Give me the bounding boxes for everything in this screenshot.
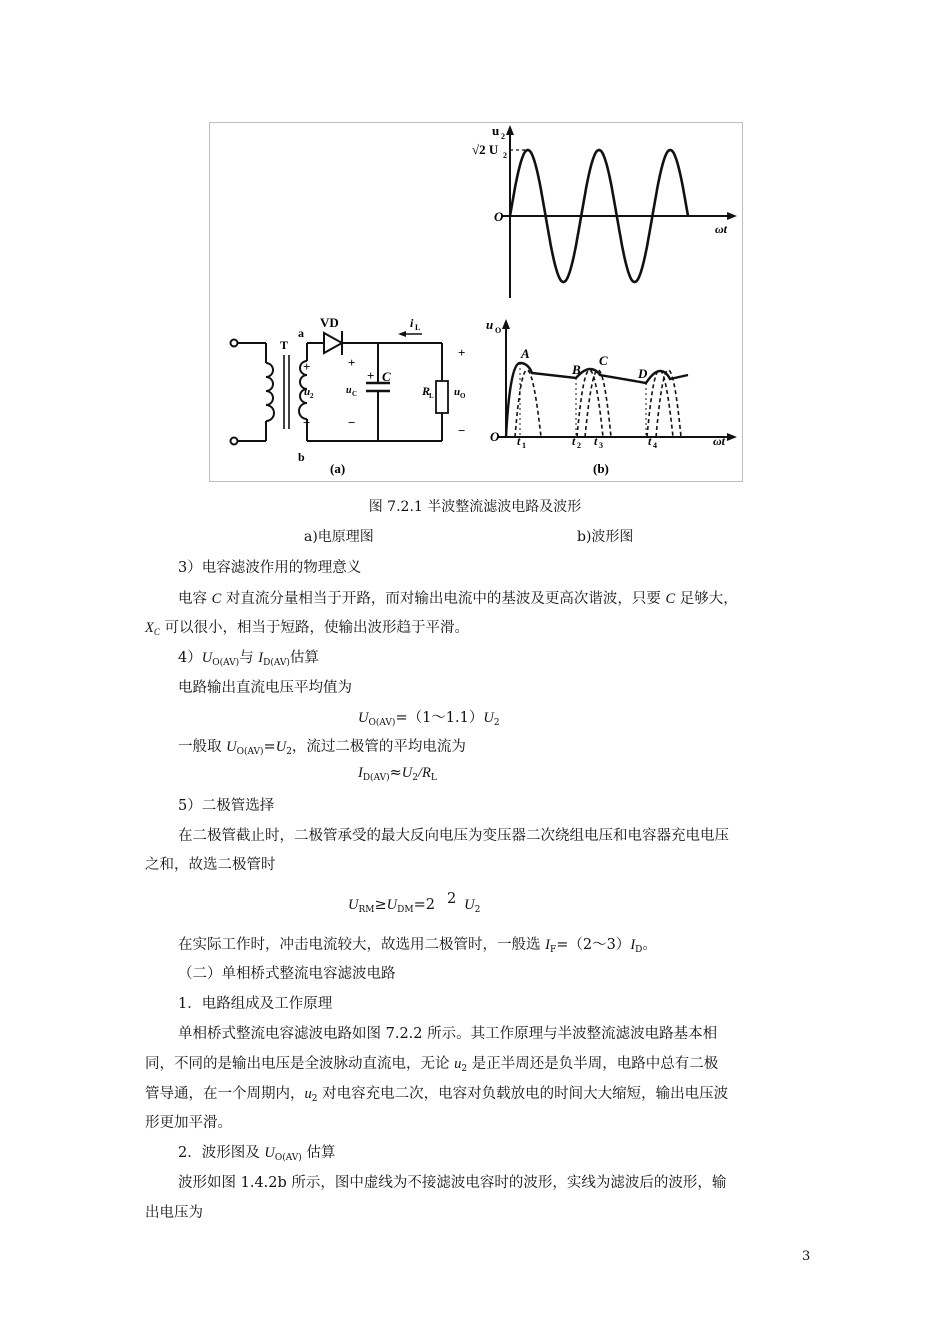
point-c-label: C [599,353,608,368]
node-a-label: a [298,326,304,340]
point-b-label: B [572,362,581,377]
section-2-subheading-1: 1．电路组成及工作原理 [178,996,333,1012]
t4-label: t [648,434,652,448]
node-b-label: b [298,450,305,464]
section-5-line-3: 在实际工作时，冲击电流较大，故选用二极管时，一般选 $I_F=(2\sim 3)I_D$。 [178,937,657,955]
section-3-paragraph-line-1: 电容 C 对直流分量相当于开路，而对输出电流中的基波及更高次谐波，只要 C 足够大， [178,591,738,607]
section-2-subheading-2: 2．波形图及 $U_{O(AV)}$ 估算 [178,1145,336,1163]
diode-vd-symbol [324,333,342,353]
point-a-label: A [521,346,530,361]
circuit-uo-label-sub: O [460,392,466,400]
transformer-t-label: T [280,338,289,352]
section-2-paragraph-line-6: 出电压为 [145,1205,203,1221]
input-terminal-top [231,340,238,347]
uo-waveform-plot [498,319,737,441]
vd-label: VD [320,315,339,330]
point-d-label: D [638,366,648,381]
primary-coil [266,363,274,421]
peak-label: √2 U [472,142,499,157]
subcaption-b: b)波形图 [577,529,634,545]
u2-minus-sign: − [303,415,311,430]
uo-wt-label: ωt [713,434,726,448]
u2-axis-label-sub: 2 [501,132,505,141]
circuit-uo-label: u [454,386,461,398]
t1-label-sub: 1 [522,441,526,450]
uo-origin-label: O [490,429,500,444]
uo-axis-label-sub: O [495,326,502,335]
equation-uo-av: $U_{O(AV)}=(1\sim 1.1)U_2$ [358,710,500,728]
uo-minus-sign: − [458,423,466,438]
t3-label: t [594,434,598,448]
section-3-paragraph-line-2: $X_C$ 可以很小，相当于短路，使输出波形趋于平滑。 [145,620,469,637]
capacitor-plus-sign: + [367,368,375,383]
t1-label: t [517,434,521,448]
figure-caption: 图 7.2.1 半波整流滤波电路及波形 [368,499,582,515]
section-2-paragraph-line-3: 管导通，在一个周期内，$u_2$ 对电容充电二次，电容对负载放电的时间大大缩短，输出电压波 [145,1086,729,1104]
uo-axis-label: u [486,317,494,332]
figure-7-2-1 [209,122,743,482]
circuit-uc-label: u [346,385,352,396]
uo-unfiltered-pulse-2 [577,370,603,437]
uo-unfiltered-pulse-4 [647,370,673,437]
equation-urm: $U_{RM}\ge U_{DM}=2$ 2 $U_2$ [348,891,481,915]
uo-plus-sign: + [458,345,466,360]
subcaption-a: a)电原理图 [304,529,374,545]
section-2-paragraph-line-4: 形更加平滑。 [145,1115,232,1131]
circuit-uc-label-sub: C [352,390,358,398]
u2-origin-label: O [494,209,504,224]
section-2-paragraph-line-5: 波形如图 1.4.2b 所示，图中虚线为不接滤波电容时的波形，实线为滤波后的波形，输 [178,1175,727,1191]
t2-label-sub: 2 [577,441,581,450]
figure-svg [210,123,742,481]
uo-unfiltered-pulse-3 [585,370,611,437]
uc-minus-sign: − [348,415,356,430]
input-terminal-bottom [231,438,238,445]
section-5-line-1: 在二极管截止时，二极管承受的最大反向电压为变压器二次绕组电压和电容器充电电压 [178,828,729,844]
half-wave-circuit [231,331,449,445]
circuit-u2-label-sub: 2 [310,392,314,400]
section-5-line-2: 之和，故选二极管时 [145,857,276,873]
page-number: 3 [802,1249,811,1264]
t3-label-sub: 3 [599,441,603,450]
section-3-title: 3）电容滤波作用的物理意义 [178,560,362,576]
u2-plus-sign: + [303,359,311,374]
circuit-u2-label: u [304,386,311,398]
uo-unfiltered-pulse-5 [656,370,681,437]
il-label: i [410,316,414,330]
section-4-line-2: 一般取 $U_{O(AV)}=U_2$，流过二极管的平均电流为 [178,739,466,757]
section-2-heading: （二）单相桥式整流电容滤波电路 [178,966,396,982]
uc-plus-sign: + [348,355,356,370]
section-2-paragraph-line-1: 单相桥式整流电容滤波电路如图 7.2.2 所示。其工作原理与半波整流滤波电路基本相 [178,1026,718,1042]
u2-wt-label: ωt [715,222,728,236]
section-2-paragraph-line-2: 同，不同的是输出电压是全波脉动直流电，无论 $u_2$ 是正半周还是负半周，电路中总有二极 [145,1056,719,1074]
equation-id-av: $I_{D(AV)}\approx U_2/R_L$ [358,765,437,783]
capacitor-c-label: C [382,369,391,384]
t4-label-sub: 4 [653,441,657,450]
peak-label-sub: 2 [503,151,507,160]
section-4-title: $4)U_{O(AV)}$与 $I_{D(AV)}$估算 [178,650,319,668]
uo-unfiltered-pulse-1 [515,370,541,437]
resistor-rl-label-sub: L [429,392,434,400]
u2-axis-label: u [492,123,500,138]
t2-label: t [572,434,576,448]
resistor-rl-symbol [436,381,448,413]
resistor-rl-label: R [422,384,431,398]
u2-waveform-plot [502,125,737,298]
section-4-line-1: 电路输出直流电压平均值为 [178,680,352,696]
section-5-title: 5）二极管选择 [178,798,275,814]
part-b-label: (b) [593,461,609,476]
part-a-label: (a) [330,461,346,476]
il-label-sub: L [415,323,421,332]
